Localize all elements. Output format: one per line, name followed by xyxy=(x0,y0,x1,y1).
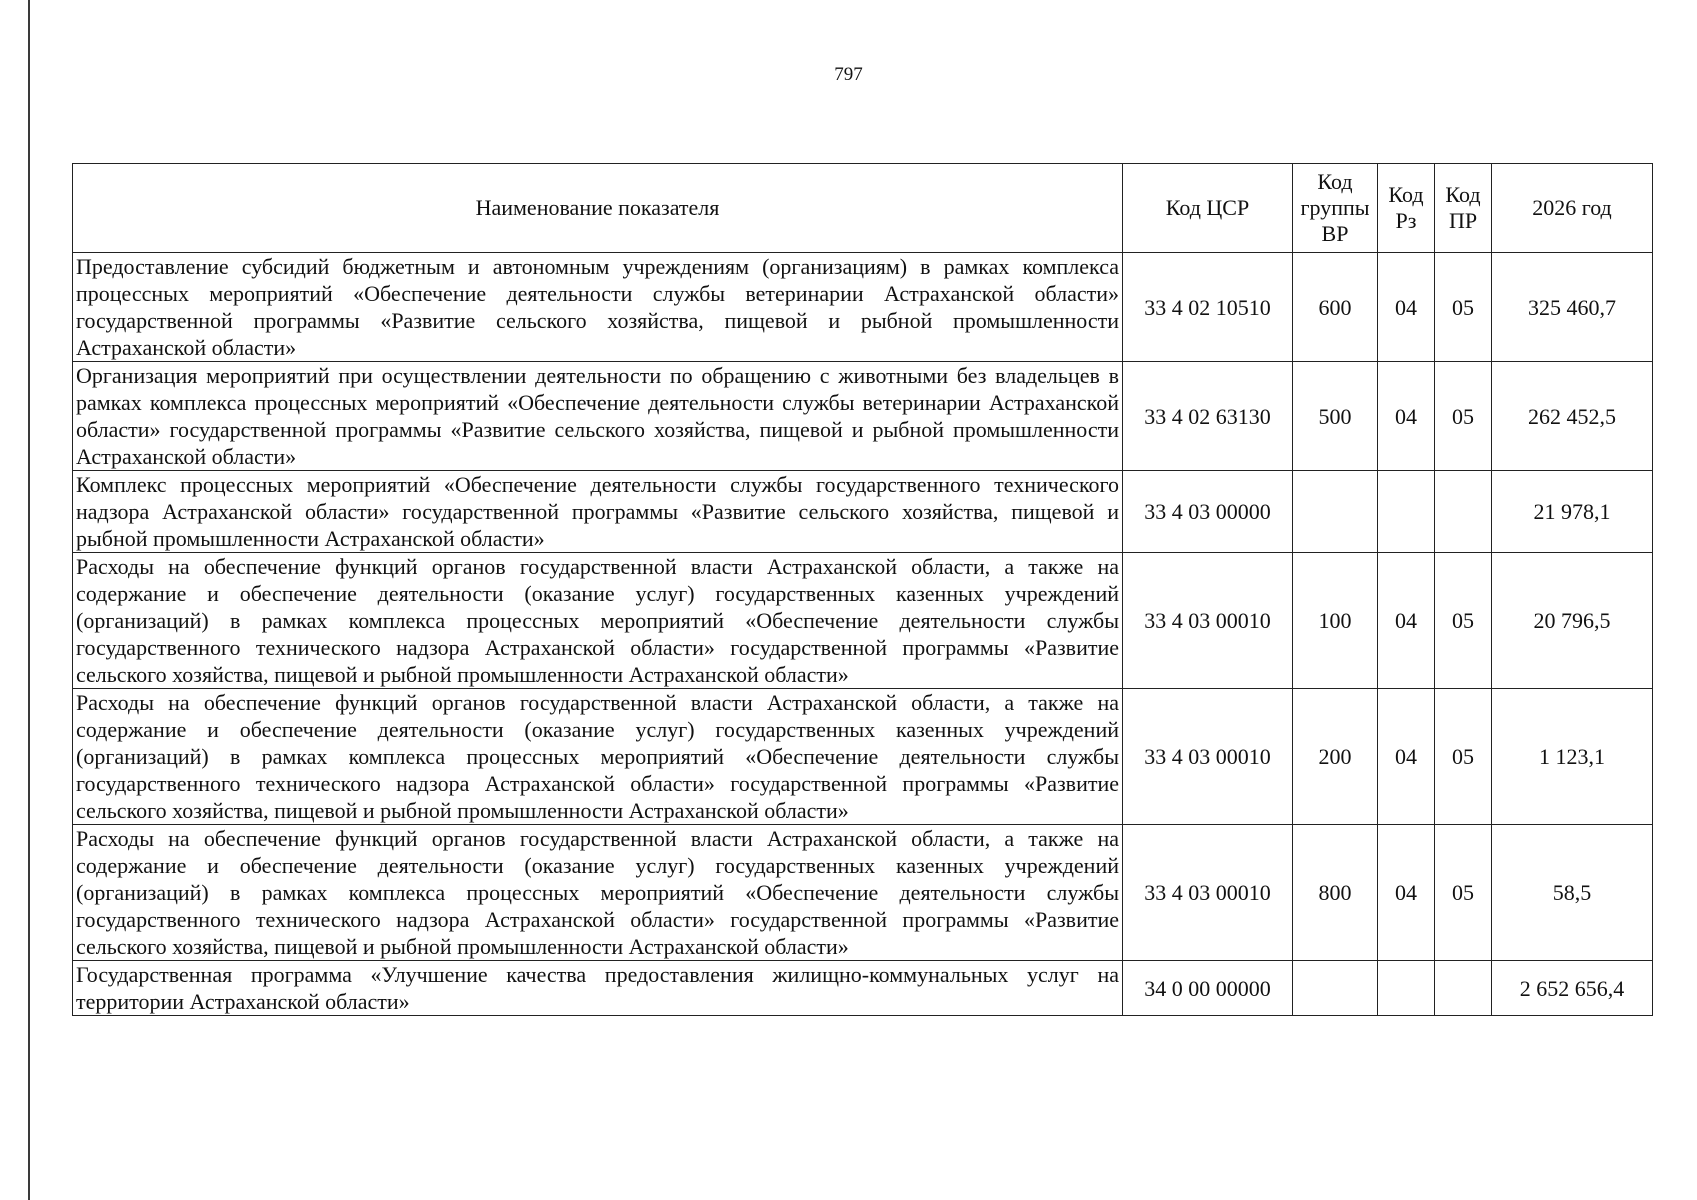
row-name: Государственная программа «Улучшение качества предоставления жилищно-коммунальных услуг на территории Астраханской области» xyxy=(73,961,1123,1016)
table-row xyxy=(73,689,1653,825)
row-vr: 500 xyxy=(1293,362,1378,471)
row-pr: 05 xyxy=(1435,689,1492,825)
row-amount: 262 452,5 xyxy=(1492,362,1653,471)
row-amount: 58,5 xyxy=(1492,825,1653,961)
row-vr: 600 xyxy=(1293,253,1378,362)
row-csr: 33 4 03 00000 xyxy=(1123,471,1293,553)
row-csr: 33 4 02 63130 xyxy=(1123,362,1293,471)
row-csr: 33 4 03 00010 xyxy=(1123,553,1293,689)
row-rz xyxy=(1378,961,1435,1016)
table-row xyxy=(73,253,1653,362)
table-row xyxy=(73,362,1653,471)
table-row xyxy=(73,825,1653,961)
row-amount: 325 460,7 xyxy=(1492,253,1653,362)
row-rz: 04 xyxy=(1378,362,1435,471)
row-rz: 04 xyxy=(1378,253,1435,362)
row-csr: 33 4 02 10510 xyxy=(1123,253,1293,362)
row-csr: 33 4 03 00010 xyxy=(1123,689,1293,825)
row-pr xyxy=(1435,961,1492,1016)
table-row xyxy=(73,471,1653,553)
row-name: Расходы на обеспечение функций органов государственной власти Астраханской области, а также на содержание и обеспечение деятельности (оказание услуг) государственных казенных учреждений (организаций) в рамках комплекса процессных мероприятий «Обеспечение деятельности службы государственного технического надзора Астраханской области» государственной программы «Развитие сельского хозяйства, пищевой и рыбной промышленности Астраханской области» xyxy=(73,689,1123,825)
row-vr: 100 xyxy=(1293,553,1378,689)
row-amount: 2 652 656,4 xyxy=(1492,961,1653,1016)
row-vr: 200 xyxy=(1293,689,1378,825)
page-number: 797 xyxy=(834,64,863,85)
row-amount: 20 796,5 xyxy=(1492,553,1653,689)
table-header-row xyxy=(73,164,1653,253)
row-rz: 04 xyxy=(1378,825,1435,961)
row-name: Предоставление субсидий бюджетным и автономным учреждениям (организациям) в рамках комплекса процессных мероприятий «Обеспечение деятельности службы ветеринарии Астраханской области» государственной программы «Развитие сельского хозяйства, пищевой и рыбной промышленности Астраханской области» xyxy=(73,253,1123,362)
table-row xyxy=(73,961,1653,1016)
header-csr: Код ЦСР xyxy=(1123,164,1293,253)
row-amount: 21 978,1 xyxy=(1492,471,1653,553)
row-rz: 04 xyxy=(1378,553,1435,689)
row-csr: 34 0 00 00000 xyxy=(1123,961,1293,1016)
row-vr xyxy=(1293,961,1378,1016)
header-rz: Код Рз xyxy=(1378,164,1435,253)
budget-table xyxy=(72,163,1653,1016)
table-row xyxy=(73,553,1653,689)
left-margin-line xyxy=(28,0,30,1200)
row-pr xyxy=(1435,471,1492,553)
row-vr xyxy=(1293,471,1378,553)
row-amount: 1 123,1 xyxy=(1492,689,1653,825)
row-name: Расходы на обеспечение функций органов государственной власти Астраханской области, а также на содержание и обеспечение деятельности (оказание услуг) государственных казенных учреждений (организаций) в рамках комплекса процессных мероприятий «Обеспечение деятельности службы государственного технического надзора Астраханской области» государственной программы «Развитие сельского хозяйства, пищевой и рыбной промышленности Астраханской области» xyxy=(73,553,1123,689)
row-name: Организация мероприятий при осуществлении деятельности по обращению с животными без владельцев в рамках комплекса процессных мероприятий «Обеспечение деятельности службы ветеринарии Астраханской области» государственной программы «Развитие сельского хозяйства, пищевой и рыбной промышленности Астраханской области» xyxy=(73,362,1123,471)
header-year: 2026 год xyxy=(1492,164,1653,253)
header-name: Наименование показателя xyxy=(73,164,1123,253)
row-rz xyxy=(1378,471,1435,553)
row-name: Расходы на обеспечение функций органов государственной власти Астраханской области, а также на содержание и обеспечение деятельности (оказание услуг) государственных казенных учреждений (организаций) в рамках комплекса процессных мероприятий «Обеспечение деятельности службы государственного технического надзора Астраханской области» государственной программы «Развитие сельского хозяйства, пищевой и рыбной промышленности Астраханской области» xyxy=(73,825,1123,961)
row-pr: 05 xyxy=(1435,553,1492,689)
row-pr: 05 xyxy=(1435,825,1492,961)
header-vr: Код группы ВР xyxy=(1293,164,1378,253)
row-rz: 04 xyxy=(1378,689,1435,825)
row-vr: 800 xyxy=(1293,825,1378,961)
row-csr: 33 4 03 00010 xyxy=(1123,825,1293,961)
row-pr: 05 xyxy=(1435,362,1492,471)
row-pr: 05 xyxy=(1435,253,1492,362)
header-pr: Код ПР xyxy=(1435,164,1492,253)
row-name: Комплекс процессных мероприятий «Обеспечение деятельности службы государственного технического надзора Астраханской области» государственной программы «Развитие сельского хозяйства, пищевой и рыбной промышленности Астраханской области» xyxy=(73,471,1123,553)
